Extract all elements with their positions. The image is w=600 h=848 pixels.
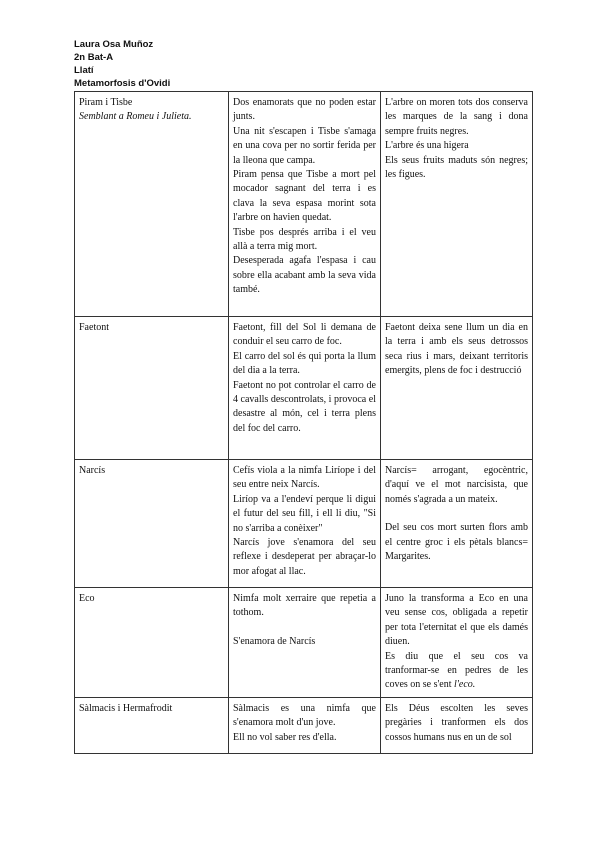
story-paragraph: Nimfa molt xerraire que repetia a tothom. bbox=[233, 593, 376, 619]
story-spacer bbox=[233, 621, 376, 635]
myth-result-cell bbox=[381, 92, 533, 317]
myth-name-cell bbox=[75, 460, 229, 588]
myth-name: Faetont bbox=[79, 322, 109, 333]
table-row bbox=[75, 317, 533, 460]
story-paragraph: S'enamora de Narcís bbox=[233, 635, 316, 647]
result-paragraph: Els Déus escolten les seves pregàries i tranformen els dos cossos humans nus en un de sol bbox=[385, 703, 528, 743]
myth-name: Piram i Tisbe bbox=[79, 97, 133, 108]
result-paragraph: Faetont deixa sene llum un dia en la terra i amb els seus detrossos seca rius i mars, deixant territoris emergits, plens de foc i destrucció bbox=[385, 322, 528, 377]
myth-name: Eco bbox=[79, 593, 95, 604]
table-row bbox=[75, 588, 533, 698]
story-paragraph: Desesperada agafa l'espasa i cau sobre ella acabant amb la seva vida també. bbox=[233, 255, 376, 296]
myth-result-cell bbox=[381, 460, 533, 588]
result-text: Es diu que el seu cos va tranformar-se en pedres de les coves on se s'ent bbox=[385, 650, 528, 691]
result-paragraph: Del seu cos mort surten flors amb el centre groc i els pètals blancs= Margarites. bbox=[385, 522, 528, 563]
result-italic-word: l'eco. bbox=[454, 679, 476, 691]
myths-table bbox=[74, 91, 533, 754]
result-paragraph: Juno la transforma a Eco en una veu sense cos, obligada a repetir per tota l'eternitat el que els damés diuen. bbox=[385, 593, 528, 648]
myth-name-cell bbox=[75, 588, 229, 698]
myth-name-cell bbox=[75, 92, 229, 317]
class-group: 2n Bat-A bbox=[74, 52, 114, 63]
document-header bbox=[74, 38, 170, 90]
result-paragraph: Els seus fruits maduts són negres; les figues. bbox=[385, 154, 528, 181]
myth-story-cell bbox=[229, 460, 381, 588]
myth-result-cell bbox=[381, 698, 533, 754]
story-paragraph: Ell no vol saber res d'ella. bbox=[233, 731, 337, 743]
author-name: Laura Osa Muñoz bbox=[74, 39, 154, 50]
story-paragraph: Liríop va a l'endeví perque li digui el futur del seu fill, i ell li diu, "Si no s'arriba a conèixer" bbox=[233, 493, 376, 534]
myth-name-cell bbox=[75, 317, 229, 460]
table-row bbox=[75, 698, 533, 754]
subject: Llatí bbox=[74, 65, 94, 76]
result-paragraph: L'arbre és una higera bbox=[385, 140, 469, 152]
story-paragraph: El carro del sol és qui porta la llum del dia a la terra. bbox=[233, 350, 376, 377]
result-paragraph: Narcís= arrogant, egocèntric, d'aquí ve el mot narcisista, que només s'agrada a un mateix. bbox=[385, 465, 528, 505]
story-paragraph: Narcís jove s'enamora del seu reflexe i desdeperat per abraçar-lo mor afogat al llac. bbox=[233, 537, 376, 577]
myth-story-cell bbox=[229, 698, 381, 754]
myth-result-cell bbox=[381, 317, 533, 460]
story-paragraph: Una nit s'escapen i Tisbe s'amaga en una cova per no sortir ferida per la lleona que campa. bbox=[233, 125, 376, 166]
story-paragraph: Cefís viola a la nimfa Liríope i del seu entre neix Narcís. bbox=[233, 465, 376, 491]
story-paragraph: Piram pensa que Tisbe a mort pel mocador sagnant del terra i es clava la seva espasa morint sota l'arbre on havien quedat. bbox=[233, 169, 376, 224]
document-title: Metamorfosis d'Ovidi bbox=[74, 78, 171, 89]
story-paragraph: Sàlmacis es una nimfa que s'enamora molt d'un jove. bbox=[233, 703, 376, 729]
result-paragraph bbox=[385, 650, 528, 693]
myth-subtitle: Semblant a Romeu i Julieta. bbox=[79, 111, 192, 123]
myth-result-cell bbox=[381, 588, 533, 698]
story-paragraph: Tisbe pos després arriba i el veu allà a terra mig mort. bbox=[233, 226, 376, 253]
result-spacer bbox=[385, 507, 528, 521]
myth-story-cell bbox=[229, 317, 381, 460]
myth-name: Sàlmacis i Hermafrodit bbox=[79, 703, 173, 714]
myth-story-cell bbox=[229, 92, 381, 317]
table-row bbox=[75, 460, 533, 588]
story-paragraph: Dos enamorats que no poden estar junts. bbox=[233, 97, 376, 123]
table-row bbox=[75, 92, 533, 317]
story-paragraph: Faetont, fill del Sol li demana de conduir el seu carro de foc. bbox=[233, 322, 376, 348]
result-paragraph: L'arbre on moren tots dos conserva les marques de la sang i dona sempre fruits negres. bbox=[385, 97, 528, 137]
myth-story-cell bbox=[229, 588, 381, 698]
myth-name-cell bbox=[75, 698, 229, 754]
story-paragraph: Faetont no pot controlar el carro de 4 cavalls descontrolats, i provoca el desastre al món, cel i terra plens del foc del carro. bbox=[233, 379, 376, 434]
myth-name: Narcís bbox=[79, 465, 106, 476]
